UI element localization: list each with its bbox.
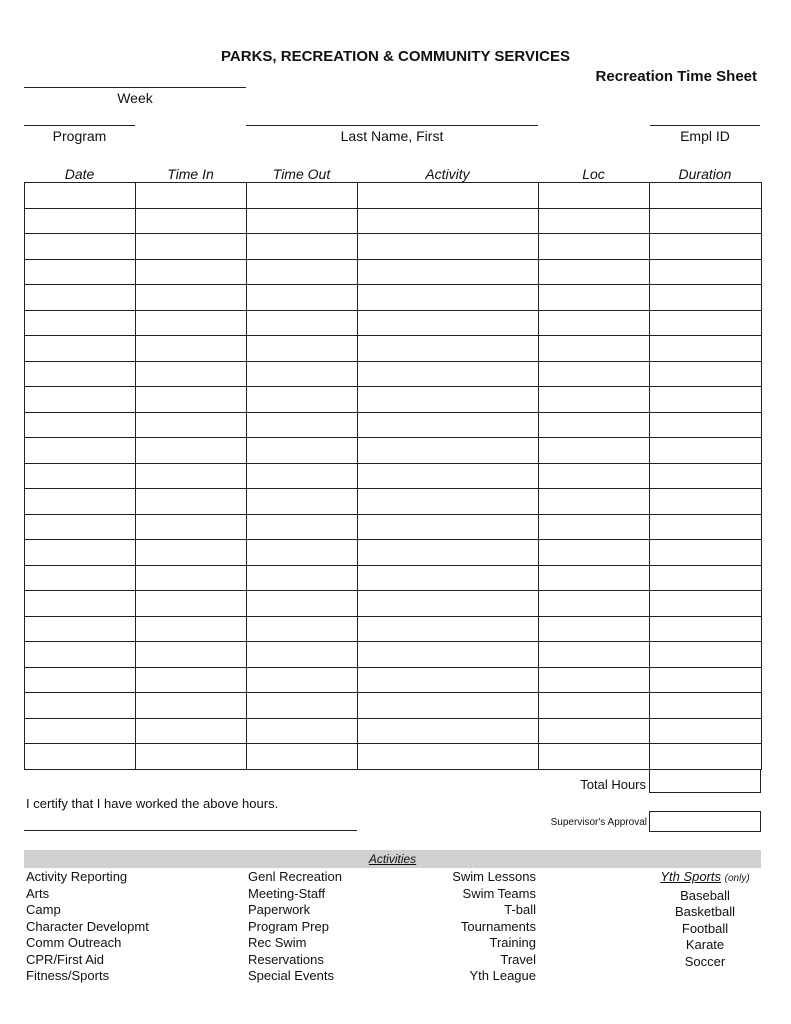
activity-item: Character Developmt [26, 918, 149, 934]
table-row [25, 718, 762, 744]
activity-item: Genl Recreation [248, 869, 342, 884]
entry-cell[interactable] [539, 234, 650, 260]
entry-cell[interactable] [539, 208, 650, 234]
entry-cell[interactable] [25, 336, 136, 362]
entry-cell[interactable] [25, 693, 136, 719]
entry-cell[interactable] [25, 565, 136, 591]
activity-item: Soccer [684, 953, 726, 969]
entry-cell[interactable] [247, 336, 358, 362]
activity-item: Baseball [680, 887, 730, 903]
entry-cell[interactable] [539, 718, 650, 744]
table-row [25, 540, 762, 566]
entry-cell[interactable] [539, 285, 650, 311]
col-header-time-in: Time In [167, 166, 214, 182]
activities-heading: Activities [368, 852, 417, 866]
entry-cell[interactable] [247, 310, 358, 336]
entry-cell[interactable] [136, 387, 247, 413]
entry-cell[interactable] [136, 336, 247, 362]
entry-cell[interactable] [650, 667, 762, 693]
entry-cell[interactable] [539, 438, 650, 464]
entry-cell[interactable] [358, 514, 539, 540]
entry-cell[interactable] [247, 438, 358, 464]
entry-cell[interactable] [650, 183, 762, 209]
certify-statement: I certify that I have worked the above hours. [26, 796, 279, 811]
entry-cell[interactable] [25, 183, 136, 209]
entry-cell[interactable] [650, 285, 762, 311]
entry-cell[interactable] [136, 693, 247, 719]
table-row [25, 259, 762, 285]
entry-cell[interactable] [539, 336, 650, 362]
activity-item: Activity Reporting [26, 869, 128, 884]
activity-item: Training [489, 935, 536, 950]
employee-signature-line[interactable] [24, 830, 357, 831]
entry-cell[interactable] [247, 565, 358, 591]
entry-cell[interactable] [539, 463, 650, 489]
entry-cell[interactable] [136, 489, 247, 515]
table-row [25, 565, 762, 591]
activity-item: Basketball [675, 904, 735, 919]
time-entry-table [24, 182, 762, 770]
table-row [25, 667, 762, 693]
program-field-line[interactable] [24, 125, 135, 126]
entry-cell[interactable] [25, 285, 136, 311]
activities-column-3 [400, 869, 536, 985]
entry-cell[interactable] [136, 361, 247, 387]
table-row [25, 744, 762, 770]
entry-cell[interactable] [650, 234, 762, 260]
entry-cell[interactable] [539, 693, 650, 719]
entry-cell[interactable] [539, 744, 650, 770]
entry-cell[interactable] [25, 438, 136, 464]
entry-cell[interactable] [136, 591, 247, 617]
entry-cell[interactable] [25, 718, 136, 744]
table-row [25, 208, 762, 234]
entry-cell[interactable] [539, 591, 650, 617]
entry-cell[interactable] [358, 616, 539, 642]
entry-cell[interactable] [539, 667, 650, 693]
entry-cell[interactable] [539, 616, 650, 642]
entry-cell[interactable] [25, 310, 136, 336]
name-field-line[interactable] [246, 125, 538, 126]
entry-cell[interactable] [25, 744, 136, 770]
activities-column-1 [26, 869, 149, 985]
entry-cell[interactable] [25, 616, 136, 642]
table-row [25, 642, 762, 668]
activity-item: Travel [500, 951, 536, 967]
entry-cell[interactable] [247, 591, 358, 617]
entry-cell[interactable] [247, 412, 358, 438]
table-row [25, 336, 762, 362]
entry-cell[interactable] [539, 489, 650, 515]
entry-cell[interactable] [358, 438, 539, 464]
entry-cell[interactable] [539, 412, 650, 438]
table-row [25, 489, 762, 515]
entry-cell[interactable] [136, 642, 247, 668]
entry-cell[interactable] [358, 183, 539, 209]
entry-cell[interactable] [136, 310, 247, 336]
entry-cell[interactable] [136, 438, 247, 464]
entry-cell[interactable] [25, 412, 136, 438]
activity-item: Program Prep [248, 918, 329, 934]
activity-item: Rec Swim [248, 935, 307, 950]
supervisor-approval-label: Supervisor's Approval [550, 817, 647, 828]
entry-cell[interactable] [650, 438, 762, 464]
entry-cell[interactable] [25, 667, 136, 693]
activity-item: Arts [26, 885, 50, 901]
activities-column-yth-sports [650, 869, 760, 970]
entry-cell[interactable] [358, 642, 539, 668]
entry-cell[interactable] [358, 361, 539, 387]
entry-cell[interactable] [136, 234, 247, 260]
entry-cell[interactable] [247, 463, 358, 489]
entry-cell[interactable] [136, 208, 247, 234]
entry-cell[interactable] [247, 259, 358, 285]
activity-item: Swim Teams [462, 885, 536, 901]
table-row [25, 285, 762, 311]
entry-cell[interactable] [247, 285, 358, 311]
entry-cell[interactable] [136, 259, 247, 285]
entry-cell[interactable] [247, 234, 358, 260]
entry-cell[interactable] [136, 540, 247, 566]
entry-cell[interactable] [539, 642, 650, 668]
entry-cell[interactable] [25, 361, 136, 387]
entry-cell[interactable] [650, 616, 762, 642]
entry-cell[interactable] [247, 642, 358, 668]
entry-cell[interactable] [136, 565, 247, 591]
total-hours-label: Total Hours [580, 777, 646, 792]
entry-cell[interactable] [539, 387, 650, 413]
table-row [25, 463, 762, 489]
entry-cell[interactable] [247, 616, 358, 642]
entry-cell[interactable] [358, 693, 539, 719]
entry-cell[interactable] [650, 744, 762, 770]
entry-cell[interactable] [247, 361, 358, 387]
yth-sports-title: Yth Sports [660, 869, 722, 884]
table-row [25, 412, 762, 438]
entry-cell[interactable] [650, 336, 762, 362]
entry-cell[interactable] [650, 642, 762, 668]
entry-cell[interactable] [136, 667, 247, 693]
form-title: PARKS, RECREATION & COMMUNITY SERVICES [221, 48, 570, 65]
entry-cell[interactable] [358, 565, 539, 591]
table-row [25, 693, 762, 719]
col-header-time-out: Time Out [272, 166, 331, 182]
entry-cell[interactable] [358, 667, 539, 693]
entry-cell[interactable] [25, 591, 136, 617]
entry-cell[interactable] [247, 387, 358, 413]
entry-cell[interactable] [650, 463, 762, 489]
entry-cell[interactable] [650, 208, 762, 234]
entry-cell[interactable] [539, 565, 650, 591]
entry-cell[interactable] [136, 514, 247, 540]
empl-id-field-line[interactable] [650, 125, 760, 126]
entry-cell[interactable] [358, 387, 539, 413]
entry-cell[interactable] [247, 540, 358, 566]
entry-cell[interactable] [136, 718, 247, 744]
table-row [25, 616, 762, 642]
form-subtitle: Recreation Time Sheet [595, 68, 757, 85]
entry-cell[interactable] [539, 310, 650, 336]
entry-cell[interactable] [358, 718, 539, 744]
entry-cell[interactable] [247, 693, 358, 719]
activity-item: Reservations [248, 951, 324, 967]
entry-cell[interactable] [650, 693, 762, 719]
col-header-activity: Activity [425, 166, 470, 182]
entry-cell[interactable] [358, 540, 539, 566]
table-row [25, 387, 762, 413]
entry-cell[interactable] [358, 234, 539, 260]
entry-cell[interactable] [358, 208, 539, 234]
entry-cell[interactable] [358, 285, 539, 311]
entry-cell[interactable] [136, 183, 247, 209]
entry-cell[interactable] [25, 463, 136, 489]
entry-cell[interactable] [247, 718, 358, 744]
entry-cell[interactable] [358, 489, 539, 515]
activity-item: T-ball [504, 902, 536, 917]
entry-cell[interactable] [650, 387, 762, 413]
entry-cell[interactable] [358, 591, 539, 617]
entry-cell[interactable] [539, 514, 650, 540]
activity-item: Fitness/Sports [26, 968, 110, 983]
entry-cell[interactable] [25, 259, 136, 285]
entry-cell[interactable] [358, 744, 539, 770]
activity-item: Comm Outreach [26, 935, 122, 950]
entry-cell[interactable] [358, 336, 539, 362]
entry-cell[interactable] [136, 744, 247, 770]
total-hours-box[interactable] [649, 769, 761, 793]
entry-cell[interactable] [247, 489, 358, 515]
entry-cell[interactable] [136, 412, 247, 438]
entry-cell[interactable] [650, 514, 762, 540]
table-row [25, 183, 762, 209]
table-row [25, 591, 762, 617]
activity-item: Camp [26, 902, 61, 917]
entry-cell[interactable] [247, 208, 358, 234]
entry-cell[interactable] [650, 718, 762, 744]
activity-item: CPR/First Aid [26, 951, 105, 967]
activity-item: Yth League [469, 968, 536, 983]
empl-id-label: Empl ID [680, 128, 730, 144]
activities-column-2 [248, 869, 342, 985]
entry-cell[interactable] [136, 285, 247, 311]
entry-cell[interactable] [358, 463, 539, 489]
entry-cell[interactable] [650, 412, 762, 438]
entry-cell[interactable] [25, 387, 136, 413]
week-field-line[interactable] [24, 87, 246, 88]
entry-cell[interactable] [247, 183, 358, 209]
yth-sports-heading [650, 869, 760, 888]
entry-cell[interactable] [25, 540, 136, 566]
table-row [25, 361, 762, 387]
entry-cell[interactable] [247, 744, 358, 770]
program-label: Program [52, 128, 107, 144]
week-label: Week [117, 90, 153, 106]
entry-cell[interactable] [358, 310, 539, 336]
entry-cell[interactable] [650, 489, 762, 515]
activity-item: Paperwork [248, 902, 311, 917]
entry-cell[interactable] [650, 565, 762, 591]
activity-item: Karate [685, 937, 725, 952]
activity-item: Meeting-Staff [248, 885, 326, 901]
entry-cell[interactable] [650, 591, 762, 617]
col-header-date: Date [64, 166, 95, 182]
entry-cell[interactable] [25, 514, 136, 540]
entry-cell[interactable] [25, 489, 136, 515]
entry-cell[interactable] [358, 412, 539, 438]
entry-cell[interactable] [25, 234, 136, 260]
entry-cell[interactable] [358, 259, 539, 285]
col-header-duration: Duration [678, 166, 732, 182]
activity-item: Special Events [248, 968, 334, 983]
entry-cell[interactable] [650, 540, 762, 566]
entry-cell[interactable] [539, 361, 650, 387]
name-label: Last Name, First [340, 128, 444, 144]
table-row [25, 234, 762, 260]
entry-cell[interactable] [136, 616, 247, 642]
entry-cell[interactable] [136, 463, 247, 489]
activity-item: Swim Lessons [452, 869, 536, 884]
yth-sports-note: (only) [724, 873, 750, 884]
entry-cell[interactable] [539, 259, 650, 285]
entry-cell[interactable] [247, 667, 358, 693]
entry-cell[interactable] [25, 642, 136, 668]
col-header-loc: Loc [582, 166, 605, 182]
table-row [25, 514, 762, 540]
entry-cell[interactable] [650, 361, 762, 387]
supervisor-approval-box[interactable] [649, 811, 761, 832]
activity-item: Tournaments [460, 918, 536, 934]
entry-cell[interactable] [650, 259, 762, 285]
entry-cell[interactable] [539, 183, 650, 209]
table-row [25, 438, 762, 464]
entry-cell[interactable] [247, 514, 358, 540]
activity-item: Football [681, 920, 729, 936]
entry-cell[interactable] [25, 208, 136, 234]
table-row [25, 310, 762, 336]
entry-cell[interactable] [539, 540, 650, 566]
entry-cell[interactable] [650, 310, 762, 336]
